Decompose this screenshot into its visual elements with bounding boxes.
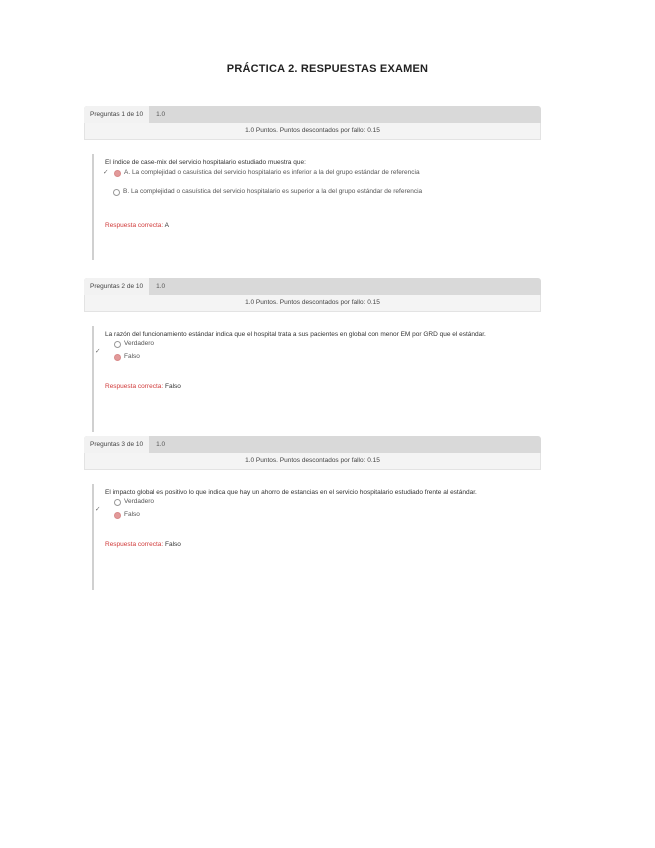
correct-answer [105, 541, 541, 548]
radio-icon[interactable] [114, 499, 121, 506]
correct-label: Respuesta correcta: [105, 383, 164, 390]
checkmark-icon: ✓ [95, 506, 101, 513]
correct-label: Respuesta correcta: [105, 541, 164, 548]
option-label: B. La complejidad o casuística del servicio hospitalario es superior a la del grupo estándar de referencia [123, 188, 423, 195]
question-header [84, 106, 541, 123]
question-score: 1.0 [156, 111, 166, 118]
checkmark-icon: ✓ [103, 169, 109, 176]
correct-value: Falso [164, 383, 181, 390]
question-header [84, 278, 541, 295]
question-body [92, 326, 541, 432]
page-title: PRÁCTICA 2. RESPUESTAS EXAMEN [226, 63, 429, 75]
question-number: Preguntas 1 de 10 [84, 106, 149, 123]
option-label: Verdadero [124, 498, 154, 505]
option-verdadero[interactable] [105, 339, 541, 349]
radio-icon[interactable] [114, 170, 121, 177]
checkmark-icon: ✓ [95, 348, 101, 355]
radio-icon[interactable] [113, 189, 120, 196]
question-text: El impacto global es positivo lo que indica que hay un ahorro de estancias en el servicio hospitalario estudiado frente al estándar. [105, 489, 477, 496]
question-body [92, 154, 541, 260]
question-2 [84, 278, 541, 432]
question-1 [84, 106, 541, 260]
option-label: Falso [124, 511, 140, 518]
radio-icon[interactable] [114, 512, 121, 519]
option-falso[interactable] [105, 352, 541, 362]
question-points: 1.0 Puntos. Puntos descontados por fallo: 0.15 [84, 123, 541, 140]
option-label: A. La complejidad o casuística del servicio hospitalario es inferior a la del grupo estándar de referencia [124, 169, 420, 176]
correct-value: Falso [164, 541, 181, 548]
question-3 [84, 436, 541, 590]
question-text: La razón del funcionamiento estándar indica que el hospital trata a sus pacientes en global con menor EM por GRD que el estándar. [105, 331, 486, 338]
option-a[interactable] [105, 168, 541, 178]
correct-answer [105, 222, 541, 229]
question-body [92, 484, 541, 590]
question-number: Preguntas 2 de 10 [84, 278, 149, 295]
option-verdadero[interactable] [105, 497, 541, 507]
radio-icon[interactable] [114, 354, 121, 361]
option-label: Falso [124, 353, 140, 360]
question-number: Preguntas 3 de 10 [84, 436, 149, 453]
question-points: 1.0 Puntos. Puntos descontados por fallo: 0.15 [84, 453, 541, 470]
question-score: 1.0 [156, 441, 166, 448]
option-falso[interactable] [105, 510, 541, 520]
option-label: Verdadero [124, 340, 154, 347]
question-text: El índice de case-mix del servicio hospitalario estudiado muestra que: [105, 159, 306, 166]
option-b[interactable] [105, 187, 541, 197]
correct-value: A [164, 222, 169, 229]
question-header [84, 436, 541, 453]
radio-icon[interactable] [114, 341, 121, 348]
correct-label: Respuesta correcta: [105, 222, 164, 229]
question-points: 1.0 Puntos. Puntos descontados por fallo: 0.15 [84, 295, 541, 312]
question-score: 1.0 [156, 283, 166, 290]
correct-answer [105, 383, 541, 390]
